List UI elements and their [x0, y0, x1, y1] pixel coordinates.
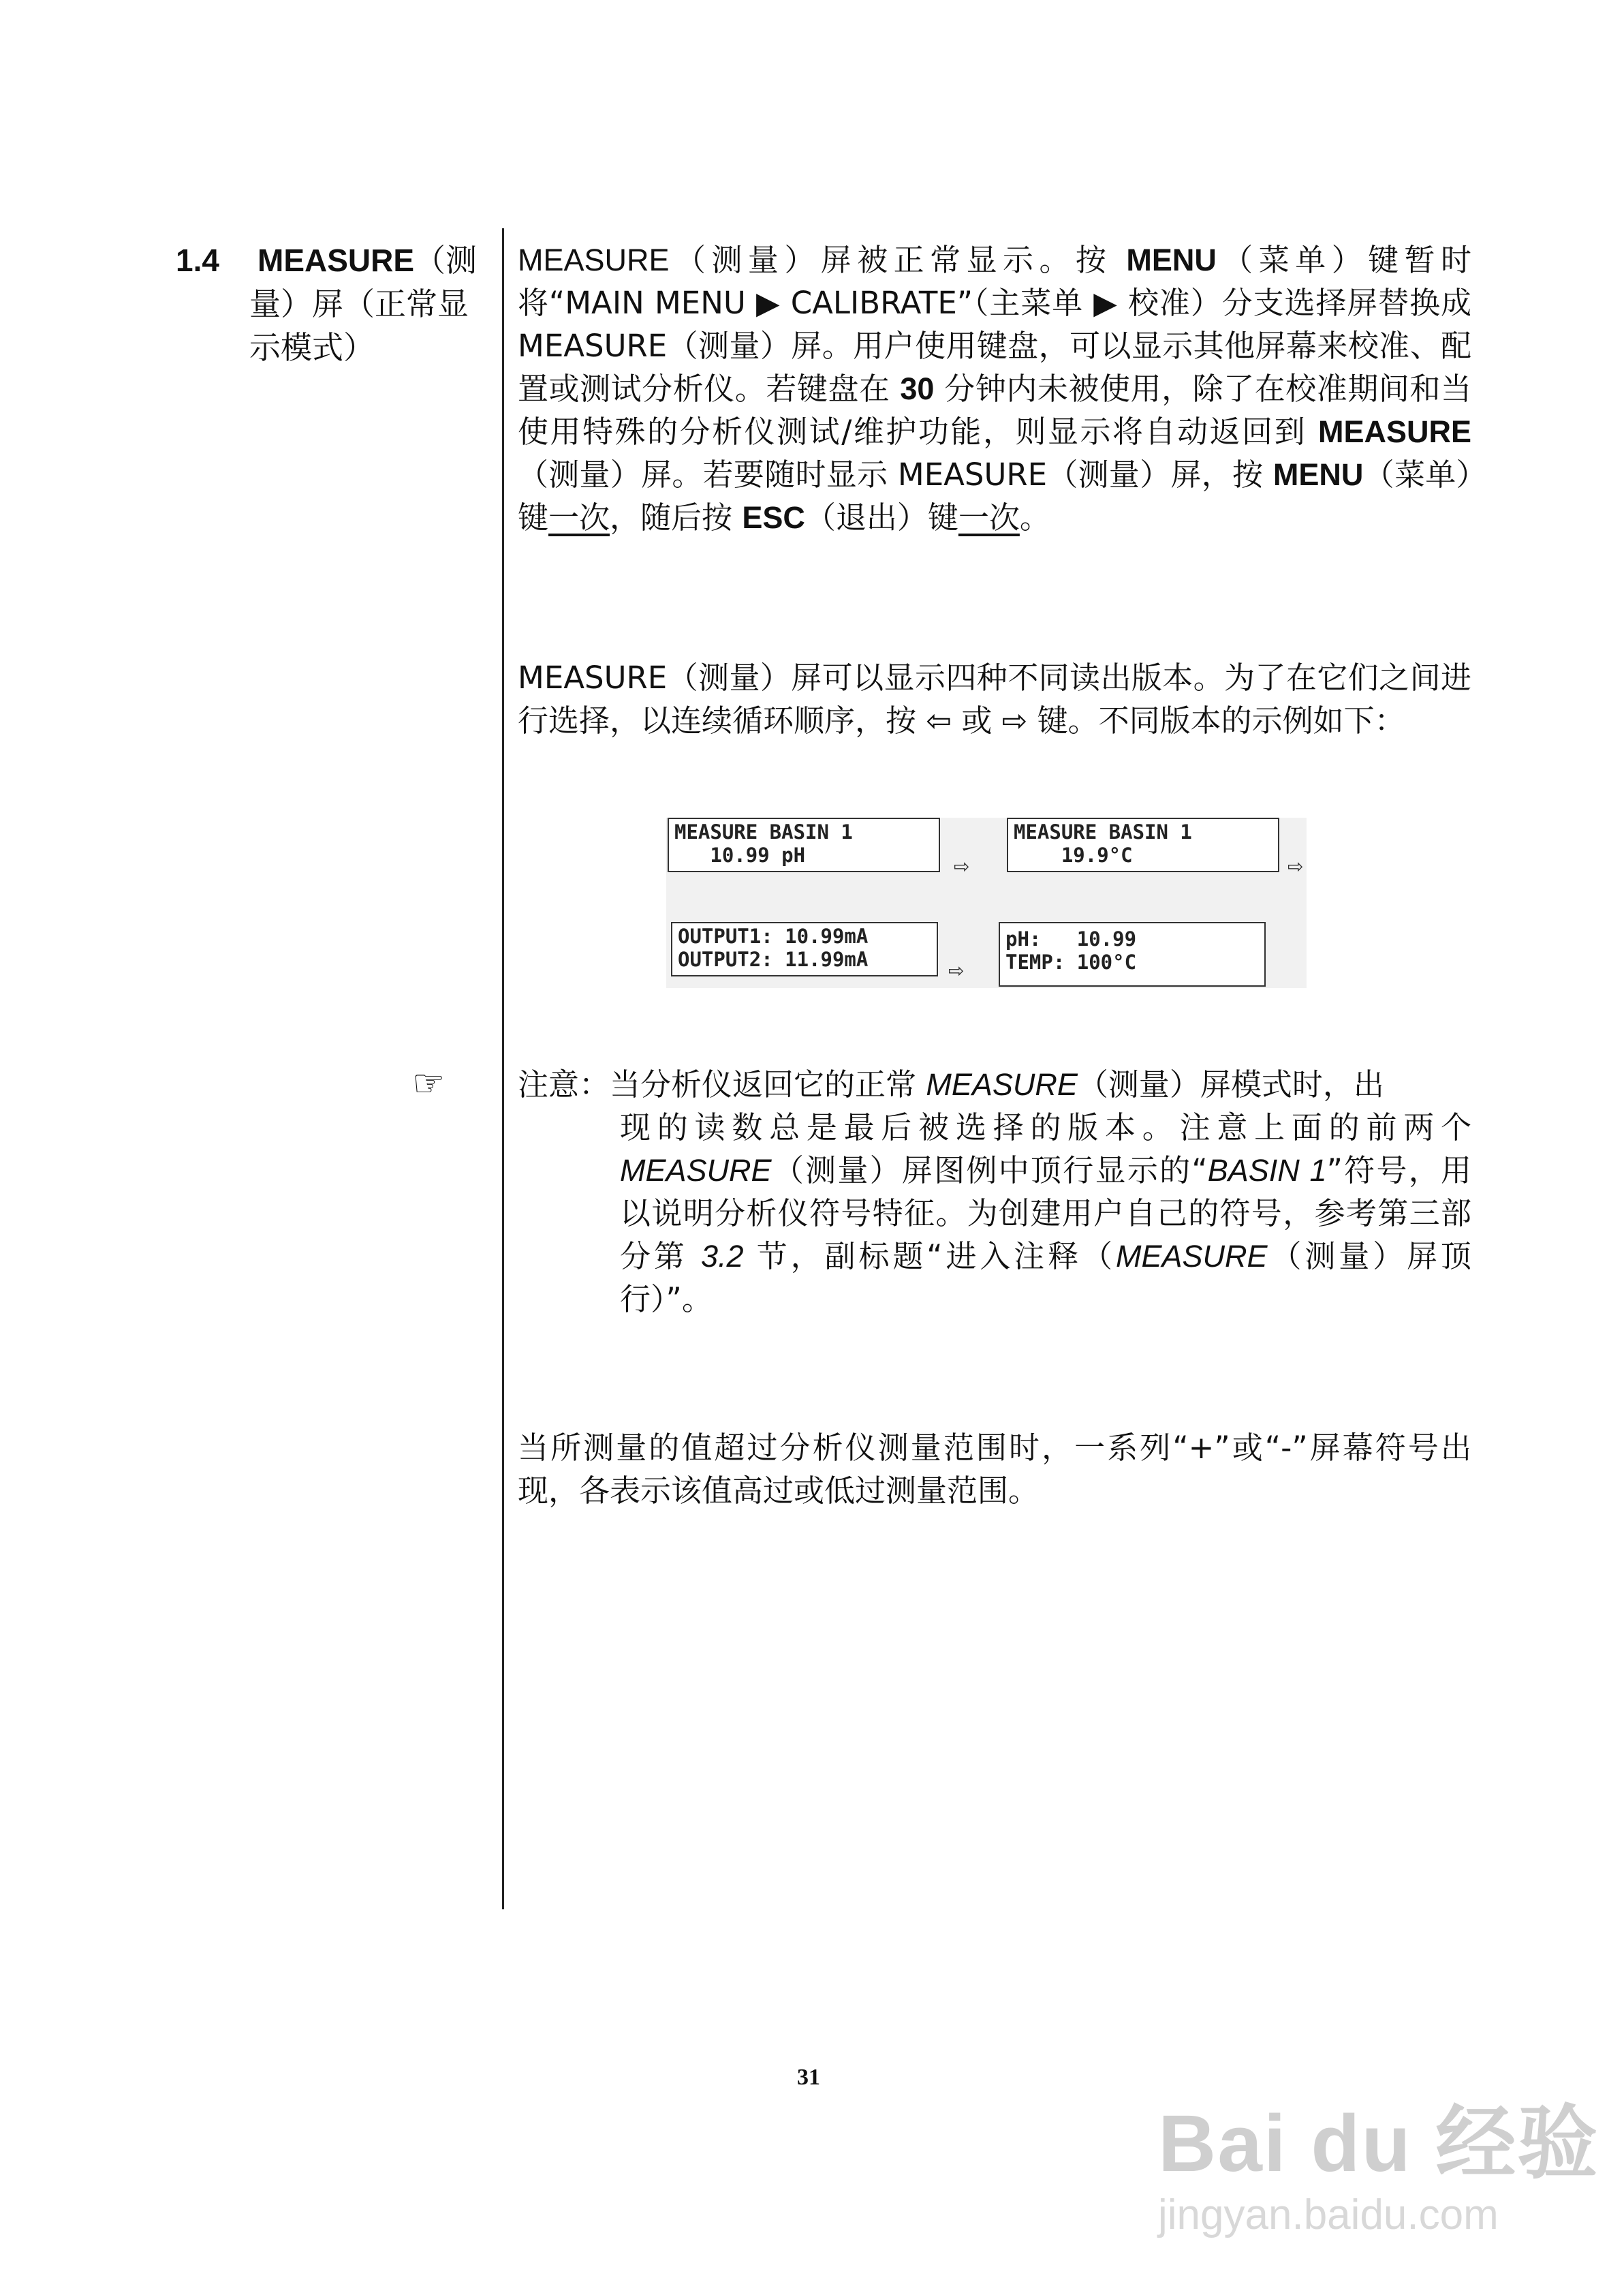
paragraph-3: 当所测量的值超过分析仪测量范围时，一系列“+”或“-”屏幕符号出现，各表示该值高过或低过测量范围。 [518, 1430, 1471, 1509]
note-text-2: （测量）屏模式时，出 [1077, 1066, 1384, 1103]
paragraph-2: MEASURE（测量）屏可以显示四种不同读出版本。为了在它们之间进行选择，以连续循环顺序，按 ⇦ 或 ⇨ 键。不同版本的示例如下： [518, 660, 1471, 739]
section-title-cn2: 量）屏（正常显 [249, 286, 469, 322]
note-text-5: ”符号，用以说明分析仪符号特征。为创建用户自己的符号，参考第三部分第 [620, 1152, 1471, 1274]
pointing-hand-icon: ☞ [412, 1062, 446, 1105]
section-heading [176, 238, 496, 369]
section-title-bold: MEASURE [257, 243, 415, 278]
note-text-7: （测量）屏顶行）”。 [620, 1238, 1471, 1317]
lcd4-line1: pH: 10.99 [1005, 927, 1137, 951]
lcd-display-ph [668, 818, 940, 872]
section-number: 1.4 [176, 243, 219, 278]
baidu-watermark-url: jingyan.baidu.com [1158, 2191, 1499, 2238]
lcd1-line2: 10.99 pH [674, 844, 806, 867]
p1-text-2: （菜单）键暂时将“MAIN MENU ▶ CALIBRATE”（主菜单 ▶ 校准）分支选择屏替换成 MEASURE（测量）屏。用户使用键盘，可以显示其他屏幕来校准、配置或测试分析仪。若键盘在 [518, 242, 1471, 407]
arrow-right-icon: ⇨ [1287, 855, 1304, 878]
p1-underline-once-2: 一次 [958, 499, 1020, 536]
note-text-1: 当分析仪返回它的正常 [610, 1066, 926, 1103]
column-divider [502, 228, 504, 1909]
lcd-display-outputs [671, 922, 938, 976]
lcd3-line1: OUTPUT1: 10.99mA [678, 925, 869, 948]
note-label: 注意： [518, 1066, 610, 1103]
section-title-cn1: （测 [414, 242, 478, 279]
p1-text-6: ，随后按 [610, 499, 743, 536]
lcd2-line2: 19.9°C [1014, 844, 1133, 867]
lcd4-line2: TEMP: 100°C [1005, 951, 1137, 974]
p1-text-3: 分钟内未被使用，除了在校准期间和当使用特殊的分析仪测试/维护功能，则显示将自动返回到 [518, 371, 1471, 450]
note-text-6: 节，副标题“进入注释（ [743, 1238, 1116, 1274]
p1-text-1: MEASURE（测量）屏被正常显示。按 [518, 243, 1127, 277]
p1-bold-30: 30 [900, 371, 935, 406]
p1-underline-once: 一次 [548, 499, 610, 536]
p1-text-4: （测量）屏。若要随时显示 MEASURE（测量）屏，按 [518, 457, 1273, 493]
p1-text-5: （菜单）键 [518, 457, 1471, 536]
lcd-display-temp [1007, 818, 1279, 872]
note-italic-basin: BASIN 1 [1207, 1153, 1327, 1188]
note-continuation [518, 1106, 1471, 1321]
p1-bold-measure: MEASURE [1317, 414, 1471, 449]
page-number: 31 [797, 2065, 820, 2090]
lcd2-line1: MEASURE BASIN 1 [1014, 820, 1192, 844]
lcd1-line1: MEASURE BASIN 1 [674, 820, 853, 844]
arrow-right-icon: ⇨ [954, 855, 970, 878]
lcd-display-ph-temp [999, 922, 1266, 987]
note-text-4: （测量）屏图例中顶行显示的“ [771, 1152, 1208, 1188]
lcd3-line2: OUTPUT2: 11.99mA [678, 948, 869, 971]
paragraph-1 [518, 238, 1471, 539]
note-italic-measure-3: MEASURE [1116, 1239, 1268, 1274]
note-text-3: 现的读数总是最后被选择的版本。注意上面的前两个 [620, 1109, 1471, 1145]
p1-bold-menu: MENU [1126, 243, 1217, 277]
note-italic-measure: MEASURE [926, 1067, 1078, 1102]
p1-text-7: （退出）键 [805, 499, 958, 536]
p1-text-8: 。 [1019, 499, 1050, 536]
arrow-right-icon: ⇨ [948, 959, 965, 982]
note-block [518, 1063, 1471, 1321]
p1-bold-menu-2: MENU [1272, 457, 1364, 492]
p1-bold-esc: ESC [742, 500, 805, 535]
baidu-watermark-logo: Bai du 经验 [1158, 2099, 1599, 2189]
note-italic-measure-2: MEASURE [620, 1153, 772, 1188]
note-italic-section: 3.2 [701, 1239, 744, 1274]
section-title-cn3: 示模式） [249, 329, 375, 366]
